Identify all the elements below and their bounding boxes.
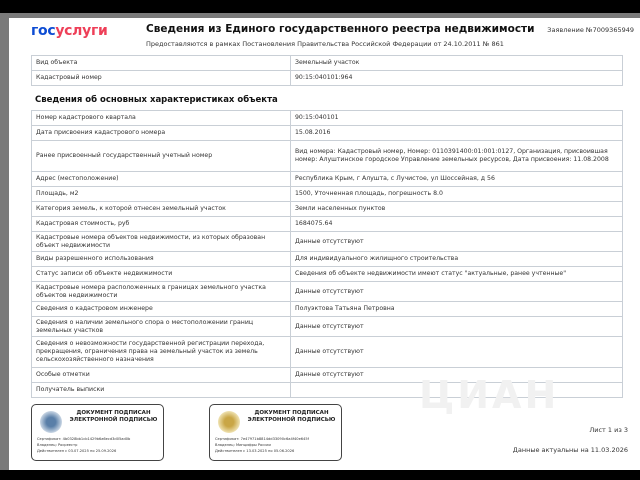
characteristics-table: [31, 110, 623, 398]
stamp-heading: ДОКУМЕНТ ПОДПИСАН ЭЛЕКТРОННОЙ ПОДПИСЬЮ: [247, 410, 336, 423]
table-row: [32, 317, 623, 337]
sheet-number: Лист 1 из 3: [589, 426, 628, 434]
field-label: Кадастровый номер: [32, 71, 291, 86]
data-actual-date: Данные актуальны на 11.03.2026: [512, 446, 628, 454]
table-row: [32, 56, 623, 71]
field-label: Категория земель, к которой отнесен земельный участок: [32, 202, 291, 217]
stamp-cert: Сертификат: 7e47971b8814dd33090c6a4f40e645f: [215, 437, 309, 441]
field-value: Для индивидуального жилищного строительства: [291, 252, 623, 267]
field-label: Вид объекта: [32, 56, 291, 71]
field-label: Кадастровая стоимость, руб: [32, 217, 291, 232]
field-label: Номер кадастрового квартала: [32, 111, 291, 126]
field-label: Сведения о наличии земельного спора о местоположении границ земельных участков: [32, 317, 291, 337]
field-value: Данные отсутствуют: [291, 232, 623, 252]
document-page: [9, 18, 640, 470]
document-title: Сведения из Единого государственного реестра недвижимости: [146, 23, 535, 35]
application-number: Заявление №7009365949: [547, 26, 634, 34]
logo-part2: услуги: [55, 23, 108, 39]
field-value: 90:15:040101: [291, 111, 623, 126]
field-value: 1500, Уточненная площадь, погрешность 8.0: [291, 187, 623, 202]
field-label: Ранее присвоенный государственный учетный номер: [32, 141, 291, 172]
table-row: [32, 202, 623, 217]
field-label: Виды разрешенного использования: [32, 252, 291, 267]
field-label: Сведения о невозможности государственной регистрации перехода, прекращения, ограничения права на земельный участок из земель сельскохозяйственного назначения: [32, 337, 291, 368]
field-label: Статус записи об объекте недвижимости: [32, 267, 291, 282]
object-table: [31, 55, 623, 86]
field-value: Земельный участок: [291, 56, 623, 71]
field-value: Вид номера: Кадастровый номер, Номер: 0110391400:01:001:0127, Организация, присвоившая номер: Алуштинское городское Управление земельных ресурсов, Дата присвоения: 11.08.2008: [291, 141, 623, 172]
stamp-heading: ДОКУМЕНТ ПОДПИСАН ЭЛЕКТРОННОЙ ПОДПИСЬЮ: [69, 410, 158, 423]
field-label: Особые отметки: [32, 368, 291, 383]
field-value: 90:15:040101:964: [291, 71, 623, 86]
field-value: Земли населенных пунктов: [291, 202, 623, 217]
field-label: Адрес (местоположение): [32, 172, 291, 187]
stamp-owner: Владелец: Росреестр: [37, 443, 78, 447]
table-row: [32, 187, 623, 202]
field-value: Данные отсутствуют: [291, 368, 623, 383]
field-value: Данные отсутствуют: [291, 282, 623, 302]
field-label: Дата присвоения кадастрового номера: [32, 126, 291, 141]
field-value: Данные отсутствуют: [291, 317, 623, 337]
russia-emblem-icon: [218, 411, 240, 433]
document-subtitle: Предоставляются в рамках Постановления Правительства Российской Федерации от 24.10.2011 № 861: [146, 40, 504, 48]
watermark: ЦИАН: [419, 373, 560, 417]
rosreestr-emblem-icon: [40, 411, 62, 433]
field-value: Данные отсутствуют: [291, 337, 623, 368]
stamp-valid: Действителен с 13.03.2025 по 05.06.2026: [215, 449, 295, 453]
table-row: [32, 111, 623, 126]
field-value: Республика Крым, г Алушта, с Лучистое, ул Шоссейная, д 56: [291, 172, 623, 187]
section-title: Сведения об основных характеристиках объекта: [35, 95, 278, 105]
table-row: [32, 282, 623, 302]
table-row: [32, 141, 623, 172]
signature-stamp-mintsifry: [209, 404, 342, 461]
stamp-valid: Действителен с 03.07.2025 по 25.09.2026: [37, 449, 117, 453]
logo-part1: гос: [31, 23, 56, 39]
stamp-owner: Владелец: Минцифры России: [215, 443, 271, 447]
table-row: [32, 126, 623, 141]
field-label: Кадастровые номера расположенных в границах земельного участка объектов недвижимости: [32, 282, 291, 302]
field-value: Сведения об объекте недвижимости имеют статус "актуальные, ранее учтенные": [291, 267, 623, 282]
stamp-cert: Сертификат: 4b0328bb1cb1429b6a6ecd3d05ad0b: [37, 437, 131, 441]
table-row: [32, 71, 623, 86]
table-row: [32, 232, 623, 252]
signature-stamp-rosreestr: [31, 404, 164, 461]
field-value: Полуэктова Татьяна Петровна: [291, 302, 623, 317]
table-row: [32, 217, 623, 232]
table-row: [32, 172, 623, 187]
table-row: [32, 337, 623, 368]
table-row: [32, 267, 623, 282]
field-label: Площадь, м2: [32, 187, 291, 202]
gosuslugi-logo: [31, 23, 107, 39]
table-row: [32, 252, 623, 267]
field-value: 15.08.2016: [291, 126, 623, 141]
field-label: Сведения о кадастровом инженере: [32, 302, 291, 317]
field-label: Кадастровые номера объектов недвижимости, из которых образован объект недвижимости: [32, 232, 291, 252]
table-row: [32, 302, 623, 317]
field-label: Получатель выписки: [32, 383, 291, 398]
field-value: 1684075.64: [291, 217, 623, 232]
